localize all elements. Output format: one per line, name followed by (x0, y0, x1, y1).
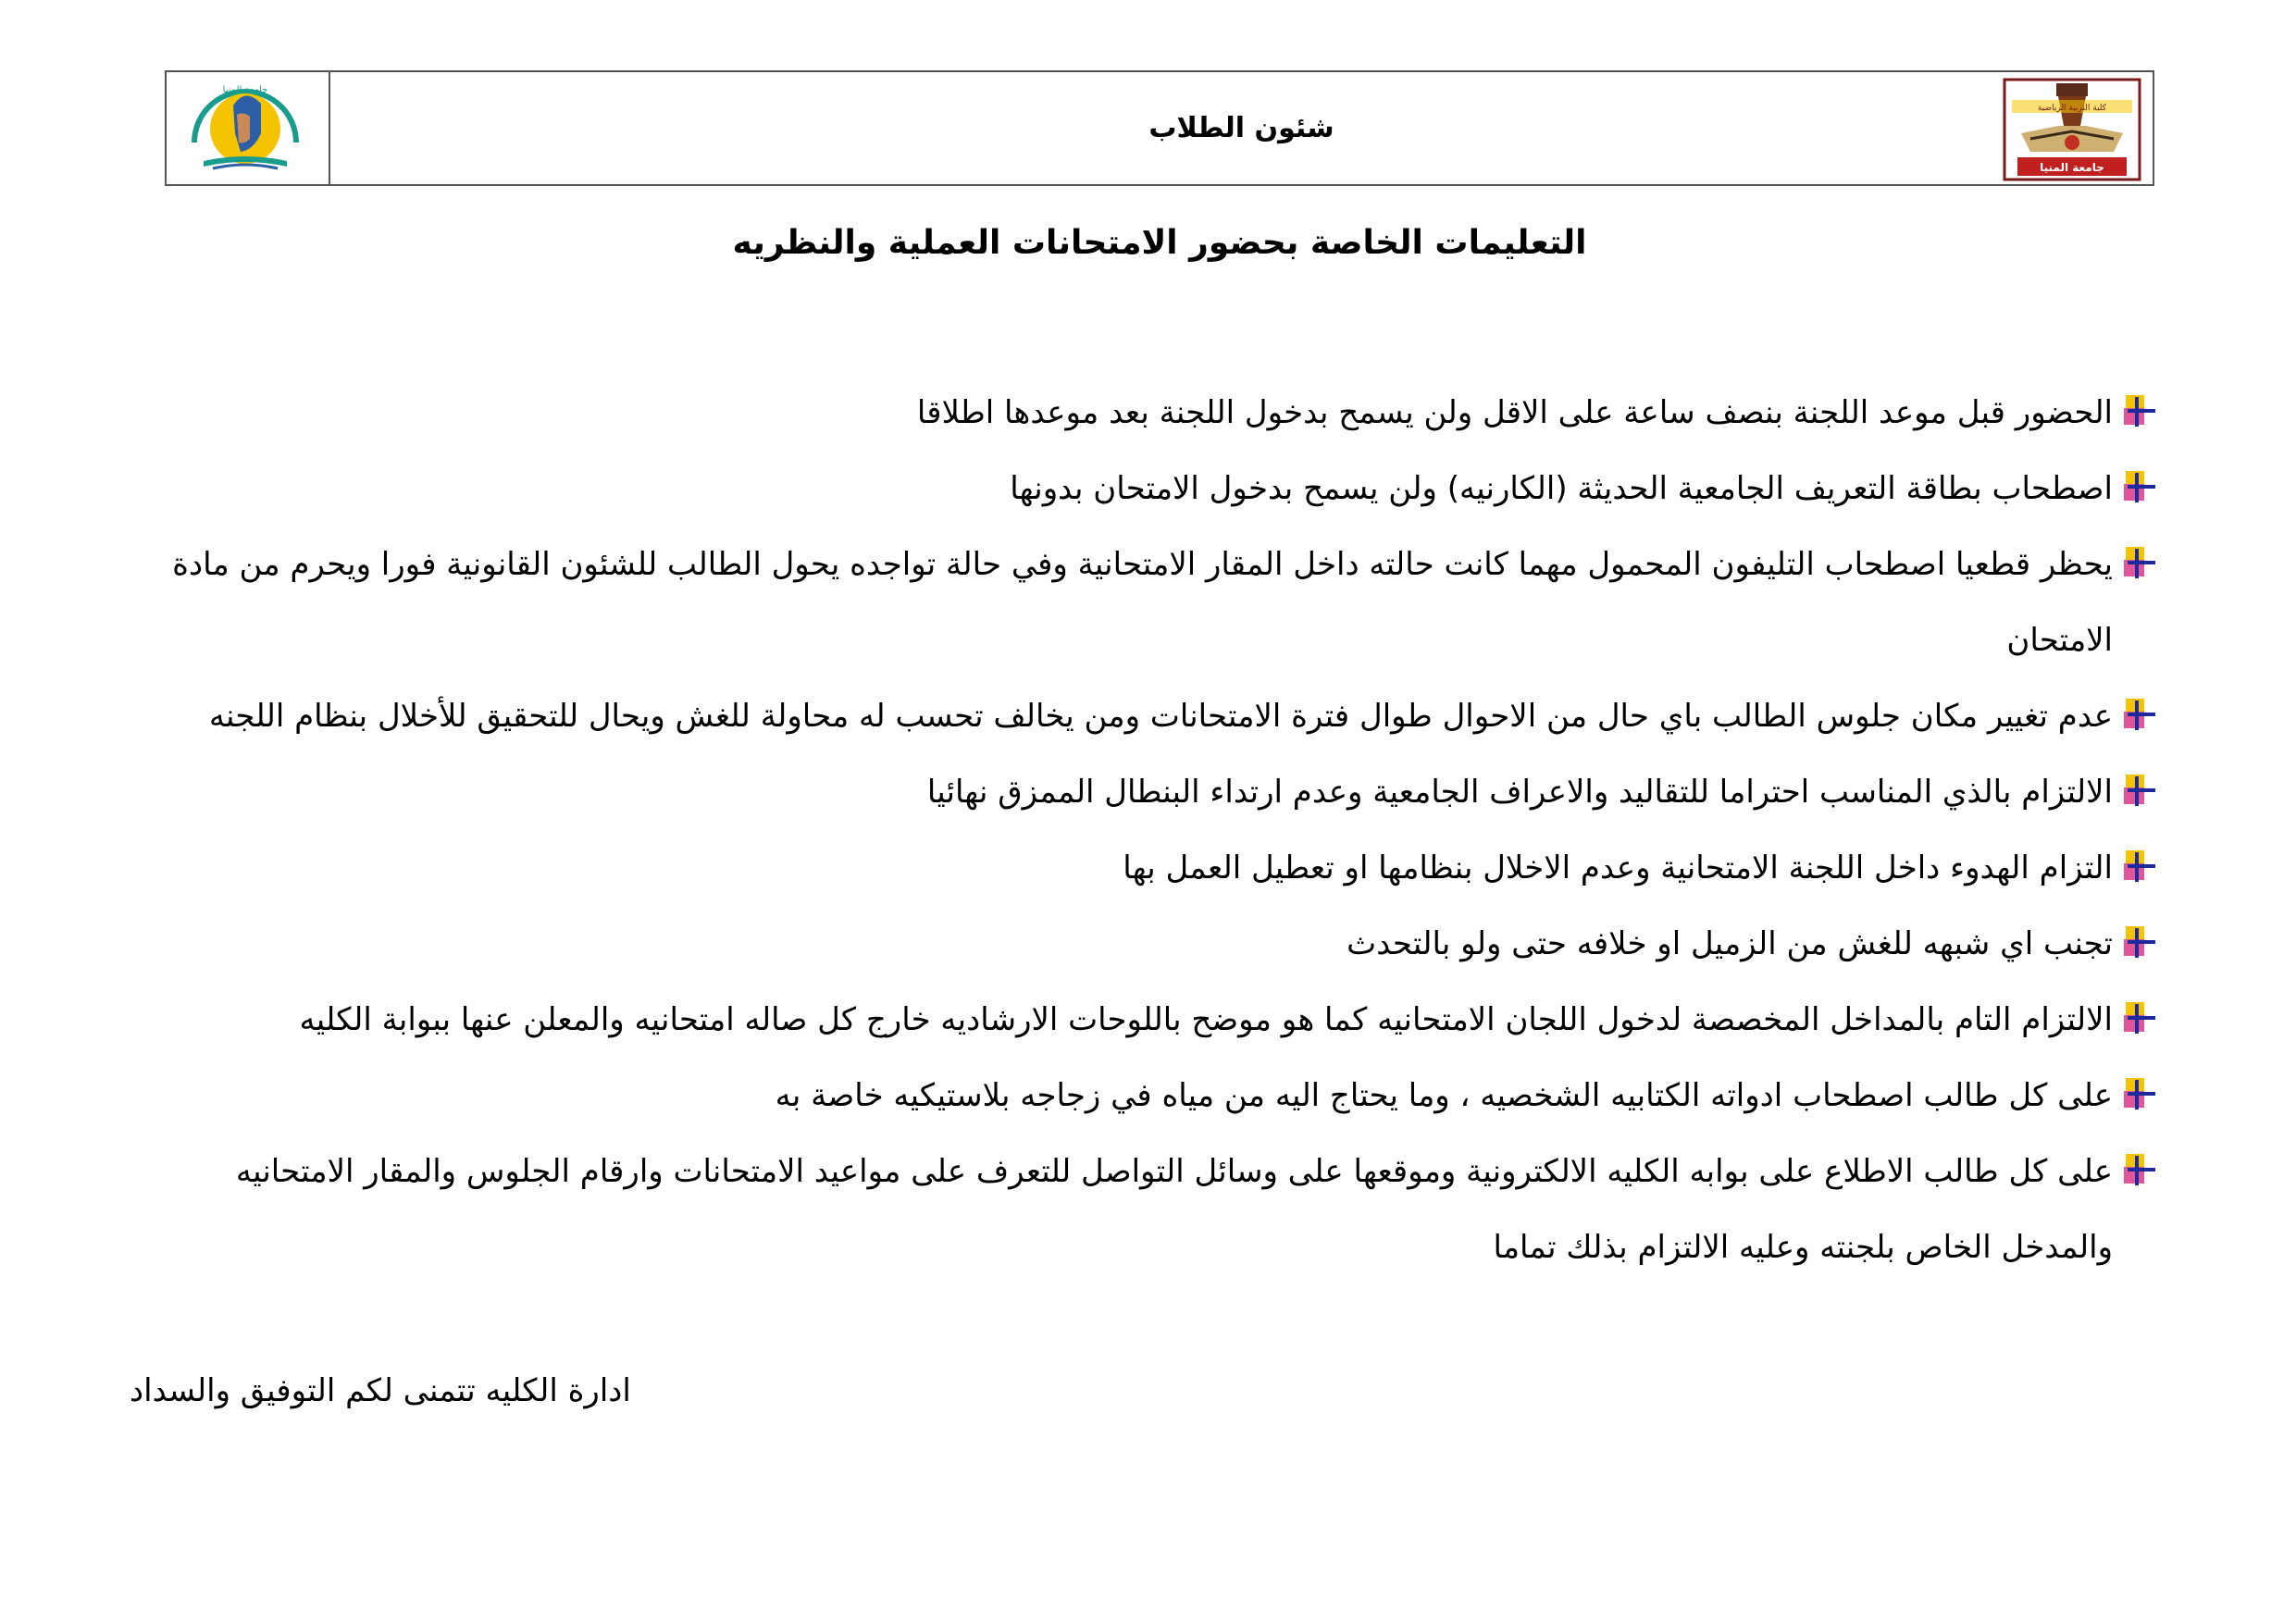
list-item (128, 451, 2157, 527)
bullet-icon (2120, 1000, 2157, 1037)
list-item (128, 527, 2157, 678)
list-item (128, 754, 2157, 830)
bullet-icon (2120, 393, 2157, 430)
right-logo-banner: جامعة المنيا (2040, 161, 2104, 174)
item-text: تجنب اي شبهه للغش من الزميل او خلافه حتى ولو بالتحدث (1347, 925, 2113, 962)
bullet-icon (2120, 469, 2157, 506)
faculty-logo-icon (2003, 78, 2141, 181)
item-text: اصطحاب بطاقة التعريف الجامعية الحديثة (الكارنيه) ولن يسمح بدخول الامتحان بدونها (1010, 470, 2113, 507)
item-text: الحضور قبل موعد اللجنة بنصف ساعة على الاقل ولن يسمح بدخول اللجنة بعد موعدها اطلاقا (916, 394, 2113, 431)
item-text: على كل طالب الاطلاع على بوابه الكليه الالكترونية وموقعها على وسائل التواصل للتعرف على مواعيد الامتحانات وارقام الجلوس والمقار الامتحانيه والمدخل الخاص بلجنته وعليه الالتزام بذلك تماما (235, 1153, 2113, 1266)
item-text: الالتزام التام بالمداخل المخصصة لدخول اللجان الامتحانيه كما هو موضح باللوحات الارشاديه خارج كل صاله امتحانيه والمعلن عنها ببوابة الكليه (299, 1001, 2113, 1038)
faculty-logo (2003, 78, 2141, 181)
bullet-icon (2120, 1076, 2157, 1113)
item-text: الالتزام بالذي المناسب احتراما للتقاليد والاعراف الجامعية وعدم ارتداء البنطال الممزق نهائيا (926, 774, 2113, 811)
left-logo-text: جامعة المنيا (222, 85, 268, 95)
bullet-icon (2120, 773, 2157, 810)
list-item (128, 1134, 2157, 1285)
item-text: على كل طالب اصطحاب ادواته الكتابيه الشخصيه ، وما يحتاج اليه من مياه في زجاجه بلاستيكيه خاصة به (775, 1077, 2113, 1114)
list-item (128, 375, 2157, 451)
university-logo-icon (176, 78, 315, 180)
item-text: عدم تغيير مكان جلوس الطالب باي حال من الاحوال طوال فترة الامتحانات ومن يخالف تحسب له محاولة للغش ويحال للتحقيق للأخلال بنظام اللجنه (208, 698, 2113, 735)
university-logo (176, 78, 315, 180)
list-item (128, 1058, 2157, 1134)
page-header (165, 70, 2154, 186)
list-item (128, 830, 2157, 906)
bullet-icon (2120, 924, 2157, 961)
right-logo-text: كلية التربية الرياضية (2037, 104, 2107, 113)
list-item (128, 678, 2157, 754)
list-item (128, 906, 2157, 982)
header-title: شئون الطلاب (1148, 112, 1334, 144)
item-text: يحظر قطعيا اصطحاب التليفون المحمول مهما كانت حالته داخل المقار الامتحانية وفي حالة تواجده يحول الطالب للشئون القانونية فورا ويحرم من مادة الامتحان (172, 546, 2113, 659)
item-text: التزام الهدوء داخل اللجنة الامتحانية وعدم الاخلال بنظامها او تعطيل العمل بها (1123, 849, 2113, 886)
document-title: التعليمات الخاصة بحضور الامتحانات العملية والنظريه (732, 224, 1587, 262)
instructions-list (128, 375, 2157, 1285)
closing-note: ادارة الكليه تتمنى لكم التوفيق والسداد (130, 1372, 631, 1409)
list-item (128, 982, 2157, 1058)
bullet-icon (2120, 849, 2157, 886)
bullet-icon (2120, 697, 2157, 734)
bullet-icon (2120, 545, 2157, 582)
bullet-icon (2120, 1152, 2157, 1189)
